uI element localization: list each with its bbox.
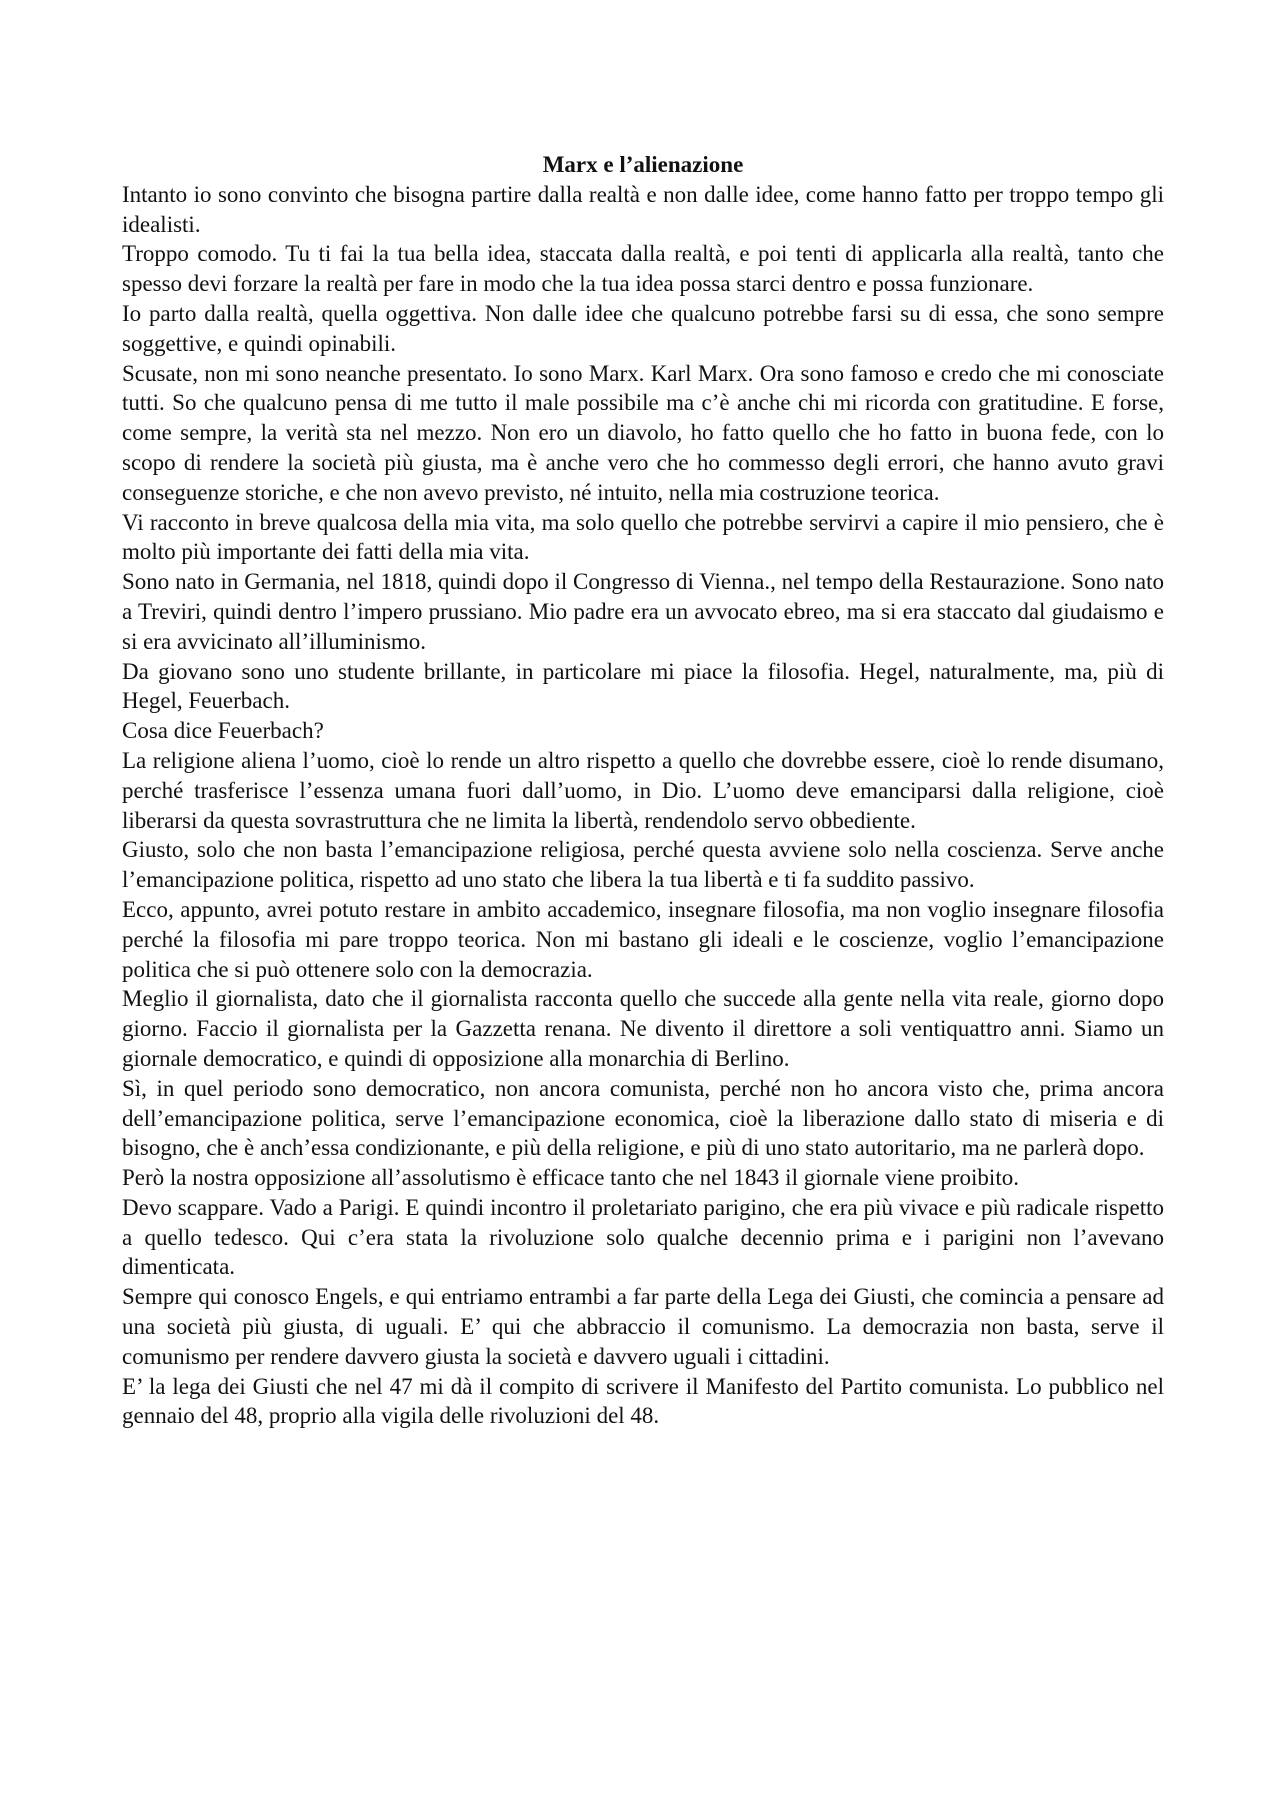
paragraph: Ecco, appunto, avrei potuto restare in ambito accademico, insegnare filosofia, ma non voglio insegnare filosofia perché la filosofia mi pare troppo teorica. Non mi bastano gli ideali e le coscienze, voglio l’emancipazione politica che si può ottenere solo con la democrazia. xyxy=(122,896,1164,982)
paragraph: Cosa dice Feuerbach? xyxy=(122,718,324,744)
paragraph: Io parto dalla realtà, quella oggettiva. Non dalle idee che qualcuno potrebbe farsi su di essa, che sono sempre soggettive, e quindi opinabili. xyxy=(122,300,1164,356)
paragraph: Intanto io sono convinto che bisogna partire dalla realtà e non dalle idee, come hanno fatto per troppo tempo gli idealisti. xyxy=(122,181,1164,237)
paragraph: Giusto, solo che non basta l’emancipazione religiosa, perché questa avviene solo nella coscienza. Serve anche l’emancipazione politica, rispetto ad uno stato che libera la tua libertà e ti fa suddito passivo. xyxy=(122,837,1164,893)
paragraph: Sì, in quel periodo sono democratico, non ancora comunista, perché non ho ancora visto che, prima ancora dell’emancipazione politica, serve l’emancipazione economica, cioè la liberazione dallo stato di miseria e di bisogno, che è anch’essa condizionante, e più della religione, e più di uno stato autoritario, ma ne parlerà dopo. xyxy=(122,1075,1164,1161)
paragraph: Scusate, non mi sono neanche presentato. Io sono Marx. Karl Marx. Ora sono famoso e credo che mi conosciate tutti. So che qualcuno pensa di me tutto il male possibile ma c’è anche chi mi ricorda con gratitudine. E forse, come sempre, la verità sta nel mezzo. Non ero un diavolo, ho fatto quello che ho fatto in buona fede, con lo scopo di rendere la società più giusta, ma è anche vero che ho commesso degli errori, che hanno avuto gravi conseguenze storiche, e che non avevo previsto, né intuito, nella mia costruzione teorica. xyxy=(122,360,1164,505)
paragraph: Meglio il giornalista, dato che il giornalista racconta quello che succede alla gente nella vita reale, giorno dopo giorno. Faccio il giornalista per la Gazzetta renana. Ne divento il direttore a soli ventiquattro anni. Siamo un giornale democratico, e quindi di opposizione alla monarchia di Berlino. xyxy=(122,986,1164,1071)
paragraph: Da giovano sono uno studente brillante, in particolare mi piace la filosofia. Hegel, naturalmente, ma, più di Hegel, Feuerbach. xyxy=(122,658,1164,714)
paragraph: Sempre qui conosco Engels, e qui entriamo entrambi a far parte della Lega dei Giusti, che comincia a pensare ad una società più giusta, di uguali. E’ qui che abbraccio il comunismo. La democrazia non basta, serve il comunismo per rendere davvero giusta la società e davvero uguali i cittadini. xyxy=(122,1284,1164,1369)
paragraph: E’ la lega dei Giusti che nel 47 mi dà il compito di scrivere il Manifesto del Partito comunista. Lo pubblico nel gennaio del 48, proprio alla vigila delle rivoluzioni del 48. xyxy=(122,1373,1164,1429)
paragraph: La religione aliena l’uomo, cioè lo rende un altro rispetto a quello che dovrebbe essere, cioè lo rende disumano, perché trasferisce l’essenza umana fuori dall’uomo, in Dio. L’uomo deve emanciparsi dalla religione, cioè liberarsi da questa sovrastruttura che ne limita la libertà, rendendolo servo obbediente. xyxy=(122,747,1164,833)
paragraph: Vi racconto in breve qualcosa della mia vita, ma solo quello che potrebbe servirvi a capire il mio pensiero, che è molto più importante dei fatti della mia vita. xyxy=(122,509,1164,565)
paragraph: Troppo comodo. Tu ti fai la tua bella idea, staccata dalla realtà, e poi tenti di applicarla alla realtà, tanto che spesso devi forzare la realtà per fare in modo che la tua idea possa starci dentro e possa funzionare. xyxy=(122,241,1164,297)
paragraph: Devo scappare. Vado a Parigi. E quindi incontro il proletariato parigino, che era più vivace e più radicale rispetto a quello tedesco. Qui c’era stata la rivoluzione solo qualche decennio prima e i parigini non l’avevano dimenticata. xyxy=(122,1194,1164,1280)
paragraph: Però la nostra opposizione all’assolutismo è efficace tanto che nel 1843 il giornale viene proibito. xyxy=(122,1165,1019,1191)
document-title: Marx e l’alienazione xyxy=(542,152,744,177)
document-page xyxy=(122,150,1164,1431)
paragraph: Sono nato in Germania, nel 1818, quindi dopo il Congresso di Vienna., nel tempo della Restaurazione. Sono nato a Treviri, quindi dentro l’impero prussiano. Mio padre era un avvocato ebreo, ma si era staccato dal giudaismo e si era avvicinato all’illuminismo. xyxy=(122,569,1164,654)
